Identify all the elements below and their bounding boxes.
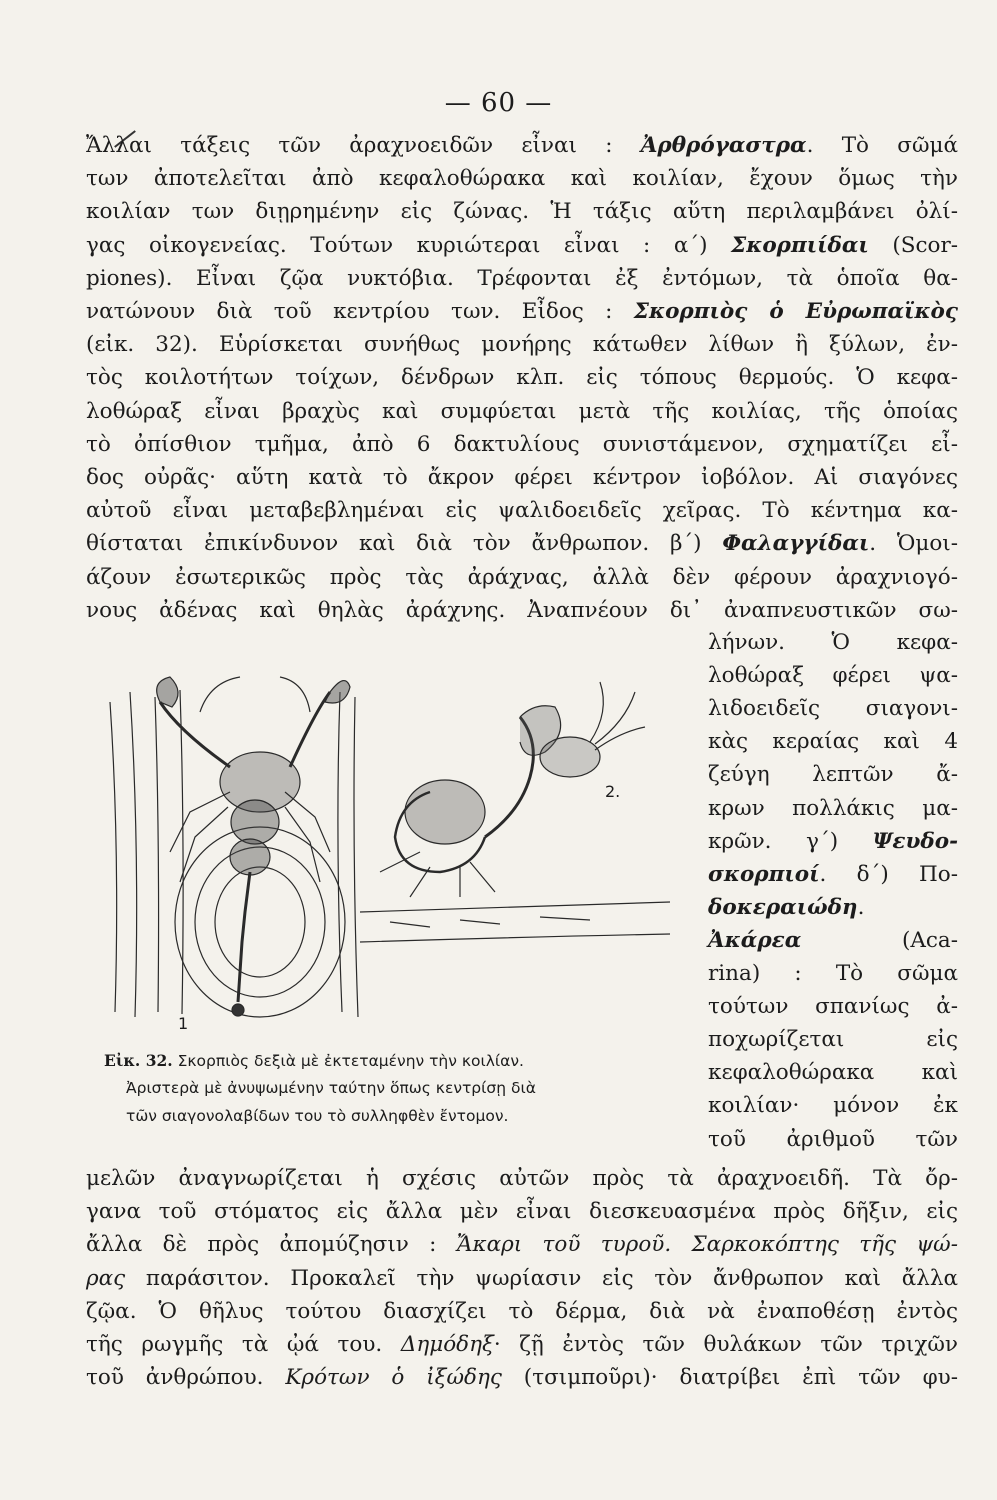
line-text: ζῷα. Ὁ θῆλυς τούτου διασχίζει τὸ δέρμα, διὰ νὰ ἐναποθέσῃ ἐντὸς	[86, 1298, 958, 1324]
figure-caption-label: Εἰκ. 32.	[104, 1051, 173, 1070]
line-text: κρῶν. γ΄)	[708, 828, 873, 854]
figure-caption-line-3: τῶν σιαγονολαβίδων του τὸ συλληφθὲν ἔντομον.	[126, 1107, 509, 1125]
text-line	[708, 1057, 958, 1088]
line-text: των ἀποτελεῖται ἀπὸ κεφαλοθώρακα καὶ κοιλίαν, ἔχουν ὅμως τὴν	[86, 166, 958, 192]
text-line	[86, 1296, 958, 1327]
text-line	[86, 196, 958, 227]
text-line	[708, 627, 958, 658]
text-line	[86, 362, 958, 393]
figure-caption-text-1: Σκορπιὸς δεξιὰ μὲ ἐκτεταμένην τὴν κοιλίαν.	[172, 1052, 524, 1070]
bold-term: σκορπιοί	[708, 861, 820, 887]
line-text: ζεύγη λεπτῶν ἄ-	[708, 762, 958, 788]
text-line	[708, 892, 958, 923]
line-text: rina) : Τὸ σῶμα	[708, 961, 958, 986]
line-text: λήνων. Ὁ κεφα-	[708, 630, 958, 655]
line-text: λιδοειδεῖς σιαγονι-	[708, 696, 958, 722]
line-text: άζουν ἐσωτερικῶς πρὸς τὰς ἀράχνας, ἀλλὰ δὲν φέρουν ἀραχνιογό-	[86, 564, 958, 590]
text-line	[86, 495, 958, 526]
text-line	[708, 958, 958, 989]
page-number: — 60 —	[444, 88, 553, 118]
line-text: τῆς ρωγμῆς τὰ ᾠά του.	[86, 1332, 401, 1357]
bold-term: Σκορπιὸς ὁ Εὐρωπαϊκὸς	[633, 299, 958, 324]
line-text: θίσταται ἐπικίνδυνον καὶ διὰ τὸν ἄνθρωπον. β΄)	[86, 531, 723, 557]
text-line	[86, 1362, 958, 1393]
line-text: κρων πολλάκις μα-	[708, 795, 958, 821]
text-line	[86, 263, 958, 294]
line-text: γανα τοῦ στόματος εἰς ἄλλα μὲν εἶναι διεσκευασμένα πρὸς δῆξιν, εἰς	[86, 1199, 958, 1225]
line-text: νατώνουν διὰ τοῦ κεντρίου των. Εἶδος :	[86, 299, 634, 324]
text-line	[86, 230, 958, 261]
text-line	[86, 528, 958, 559]
text-line	[708, 1090, 958, 1121]
line-text: . Τὸ σῶμά	[806, 133, 958, 158]
line-text: .	[857, 894, 865, 920]
figure-label-right: 2.	[605, 782, 621, 801]
text-line	[86, 1163, 958, 1194]
line-text: αὐτοῦ εἶναι μεταβεβλημέναι εἰς ψαλιδοειδεῖς χεῖρας. Τὸ κέντημα κα-	[86, 498, 958, 524]
line-text: γας οἰκογενείας. Τούτων κυριώτεραι εἶναι : α΄)	[86, 232, 732, 258]
bold-term: Ψευδο-	[872, 828, 958, 854]
line-text: τούτων σπανίως ἀ-	[708, 994, 958, 1020]
line-text: ἄλλα δὲ πρὸς ἀπομύζησιν :	[86, 1232, 457, 1258]
text-line	[86, 396, 958, 427]
text-line	[708, 726, 958, 757]
scorpion-engraving	[100, 672, 680, 1042]
bold-term: Σκορπιίδαι	[731, 232, 869, 258]
text-line	[708, 759, 958, 790]
text-line	[708, 925, 958, 956]
line-text: . δ΄) Πο-	[819, 861, 958, 887]
text-line	[86, 1196, 958, 1227]
line-text: κεφαλοθώρακα καὶ	[708, 1060, 958, 1086]
text-line	[86, 462, 958, 493]
line-text: λοθώραξ εἶναι βραχὺς καὶ συμφύεται μετὰ τῆς κοιλίας, τῆς ὁποίας	[86, 398, 958, 424]
italic-term: Κρότων ὁ ἰξώδης	[285, 1365, 502, 1391]
text-line	[708, 859, 958, 890]
line-text: νους ἀδένας καὶ θηλὰς ἀράχνης. Ἀναπνέουν δι᾿ ἀναπνευστικῶν σω-	[86, 597, 958, 623]
line-text: · ζῇ ἐντὸς τῶν θυλάκων τῶν τριχῶν	[493, 1332, 958, 1357]
line-text: μελῶν ἀναγνωρίζεται ἡ σχέσις αὐτῶν πρὸς τὰ ἀραχνοειδῆ. Τὰ ὄρ-	[86, 1166, 958, 1191]
line-text: τὸ ὀπίσθιον τμῆμα, ἀπὸ 6 δακτυλίους συνιστάμενον, σχηματίζει εἶ-	[86, 431, 958, 457]
text-line	[708, 793, 958, 824]
line-text: (εἰκ. 32). Εὑρίσκεται συνήθως μονήρης κάτωθεν λίθων ἢ ξύλων, ἐν-	[86, 332, 958, 358]
text-line	[708, 693, 958, 724]
bold-term: Ἀρθρόγαστρα	[640, 133, 807, 158]
line-text: piones). Εἶναι ζῷα νυκτόβια. Τρέφονται ἐξ ἐντόμων, τὰ ὁποῖα θα-	[86, 265, 958, 291]
line-text: (Aca-	[801, 927, 958, 953]
bold-term: δοκεραιώδη	[708, 894, 858, 920]
line-text: κὰς κεραίας καὶ 4	[708, 729, 958, 755]
line-text: δος οὐρᾶς· αὕτη κατὰ τὸ ἄκρον φέρει κέντρον ἰοβόλον. Αἱ σιαγόνες	[86, 465, 958, 490]
text-line	[86, 562, 958, 593]
text-line	[708, 991, 958, 1022]
text-line	[86, 329, 958, 360]
text-line	[708, 826, 958, 857]
text-line	[86, 296, 958, 327]
italic-term: ρας	[86, 1265, 126, 1291]
text-line	[86, 1263, 958, 1294]
line-text: ποχωρίζεται εἰς	[708, 1027, 958, 1053]
figure-label-left: 1	[178, 1014, 189, 1033]
line-text: (τσιμποῦρι)· διατρίβει ἐπὶ τῶν φυ-	[501, 1365, 958, 1391]
italic-term: Ἄκαρι τοῦ τυροῦ. Σαρκοκόπτης τῆς ψώ-	[456, 1232, 958, 1258]
text-line	[708, 1124, 958, 1155]
line-text: τοῦ ἀριθμοῦ τῶν	[708, 1126, 958, 1152]
text-line	[708, 1024, 958, 1055]
line-text: . Ὁμοι-	[869, 531, 958, 557]
text-line	[708, 660, 958, 691]
line-text: κοιλίαν των διῃρημένην εἰς ζώνας. Ἡ τάξις αὕτη περιλαμβάνει ὀλί-	[86, 199, 958, 225]
text-line	[86, 1329, 958, 1360]
scorpion-illustration	[100, 672, 680, 1042]
figure-caption-line-2: Ἀριστερὰ μὲ ἀνυψωμένην ταύτην ὅπως κεντρίσῃ διὰ	[126, 1079, 536, 1097]
line-text: λοθώραξ φέρει ψα-	[708, 663, 958, 689]
line-text: τὸς κοιλοτήτων τοίχων, δένδρων κλπ. εἰς τόπους θερμούς. Ὁ κεφα-	[86, 365, 958, 391]
text-line	[86, 1229, 958, 1260]
text-line	[86, 595, 958, 626]
text-line	[86, 163, 958, 194]
line-text: τοῦ ἀνθρώπου.	[86, 1365, 286, 1391]
bold-term: Ἀκάρεα	[708, 927, 802, 953]
text-line	[86, 429, 958, 460]
line-text: Ἄλλαι τάξεις τῶν ἀραχνοειδῶν εἶναι :	[86, 133, 641, 158]
italic-term: Δημόδηξ	[400, 1332, 494, 1357]
figure-caption-line-1	[104, 1050, 684, 1071]
bold-term: Φαλαγγίδαι	[722, 531, 870, 557]
text-line	[86, 130, 958, 161]
line-text: παράσιτον. Προκαλεῖ τὴν ψωρίασιν εἰς τὸν ἄνθρωπον καὶ ἄλλα	[125, 1265, 958, 1291]
line-text: (Scor-	[868, 232, 958, 258]
line-text: κοιλίαν· μόνον ἐκ	[708, 1093, 958, 1119]
